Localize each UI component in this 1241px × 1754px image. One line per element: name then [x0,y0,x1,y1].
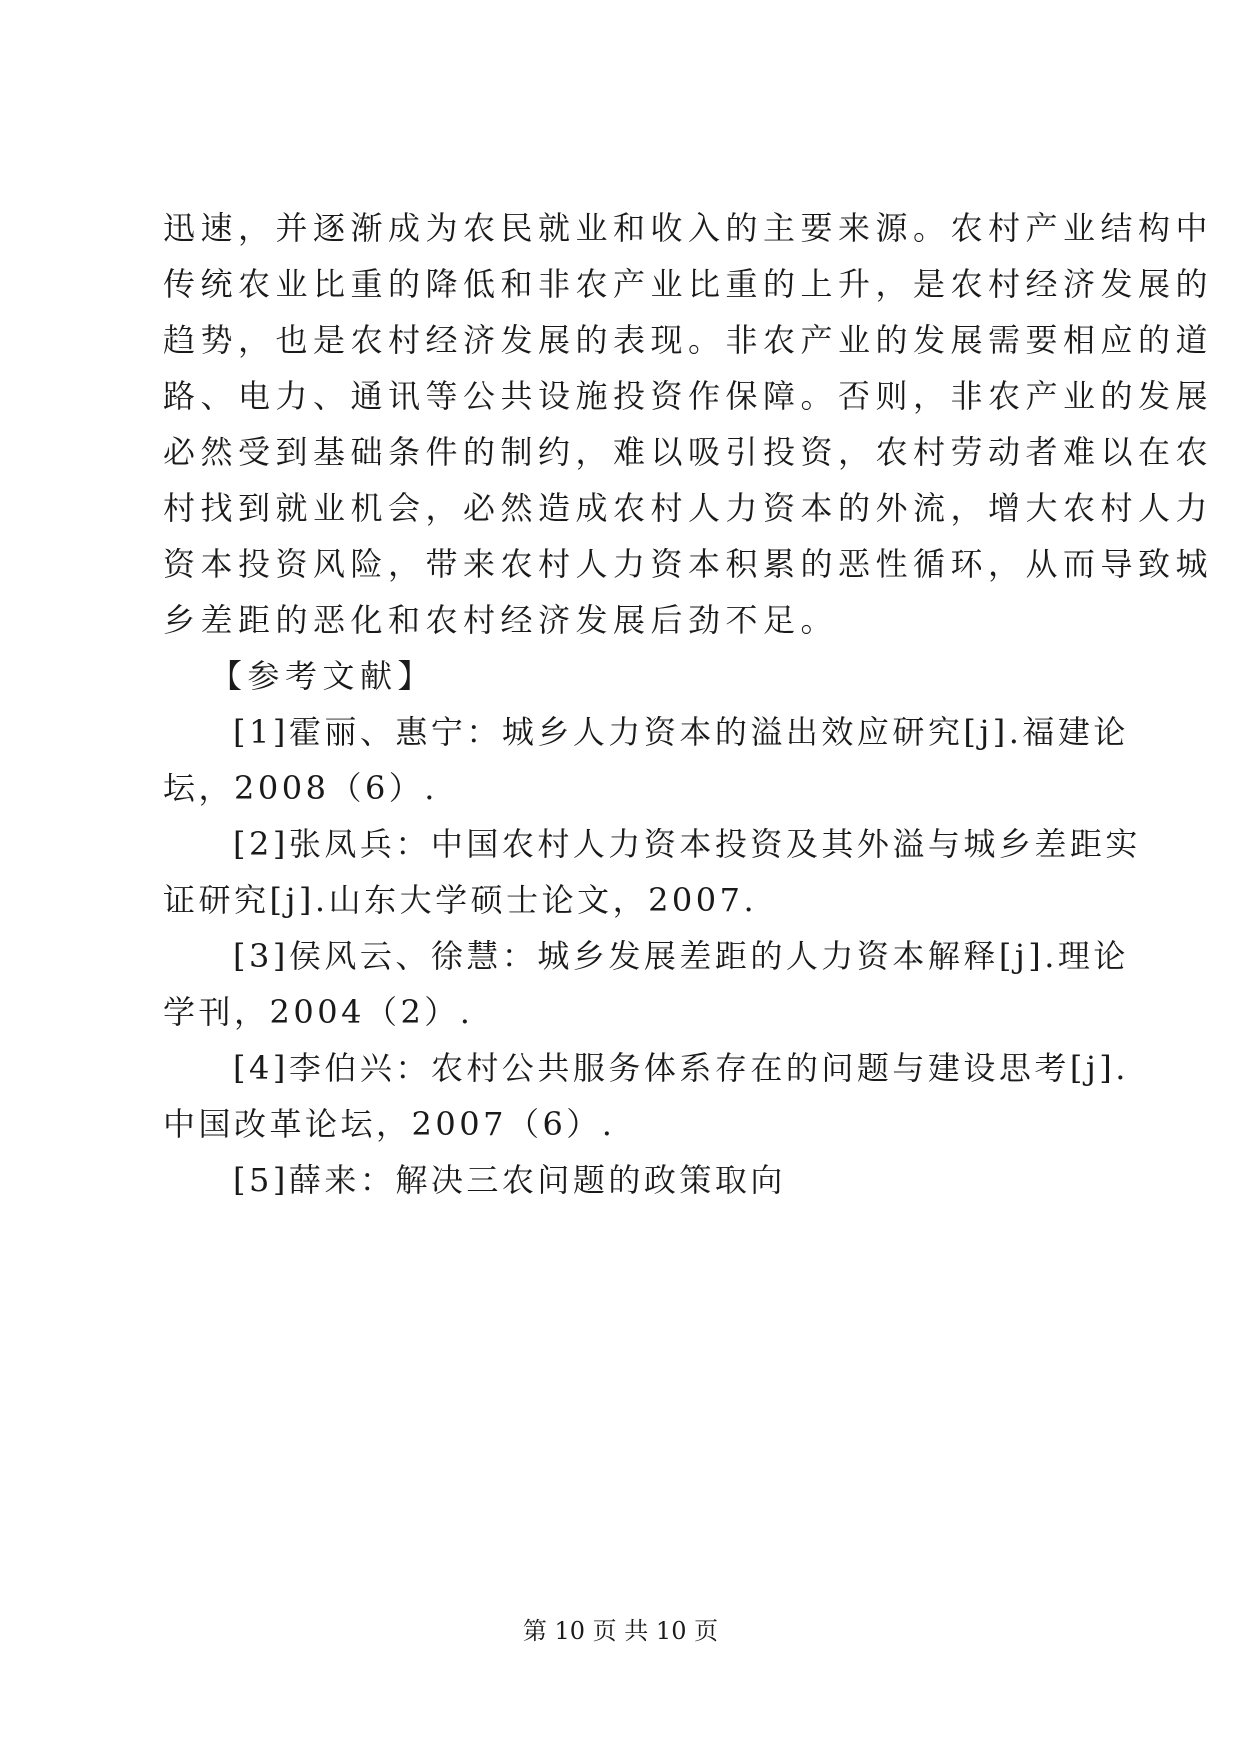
reference-3-line-1: [3]侯风云、徐慧：城乡发展差距的人力资本解释[j].理论 [233,937,1129,975]
reference-2-line-1: [2]张凤兵：中国农村人力资本投资及其外溢与城乡差距实 [233,825,1141,863]
reference-5-line-1: [5]薛来：解决三农问题的政策取向 [233,1161,786,1199]
reference-1-line-2: 坛，2008（6）. [163,769,438,807]
body-line-6: 村找到就业机会，必然造成农村人力资本的外流，增大农村人力 [163,489,1214,527]
reference-4-line-1: [4]李伯兴：农村公共服务体系存在的问题与建设思考[j]. [233,1049,1129,1087]
body-line-2: 传统农业比重的降低和非农产业比重的上升，是农村经济发展的 [163,265,1214,303]
body-line-5: 必然受到基础条件的制约，难以吸引投资，农村劳动者难以在农 [163,433,1214,471]
page-number-footer: 第 10 页 共 10 页 [522,1617,719,1645]
body-line-4: 路、电力、通讯等公共设施投资作保障。否则，非农产业的发展 [163,377,1214,415]
body-line-7: 资本投资风险，带来农村人力资本积累的恶性循环，从而导致城 [163,545,1214,583]
reference-3-line-2: 学刊，2004（2）. [163,993,474,1031]
reference-4-line-2: 中国改革论坛，2007（6）. [163,1105,616,1143]
body-line-1: 迅速，并逐渐成为农民就业和收入的主要来源。农村产业结构中 [163,209,1214,247]
references-heading: 【参考文献】 [210,657,436,695]
reference-1-line-1: [1]霍丽、惠宁：城乡人力资本的溢出效应研究[j].福建论 [233,713,1129,751]
body-line-8: 乡差距的恶化和农村经济发展后劲不足。 [163,601,839,639]
body-line-3: 趋势，也是农村经济发展的表现。非农产业的发展需要相应的道 [163,321,1214,359]
reference-2-line-2: 证研究[j].山东大学硕士论文，2007. [163,881,758,919]
